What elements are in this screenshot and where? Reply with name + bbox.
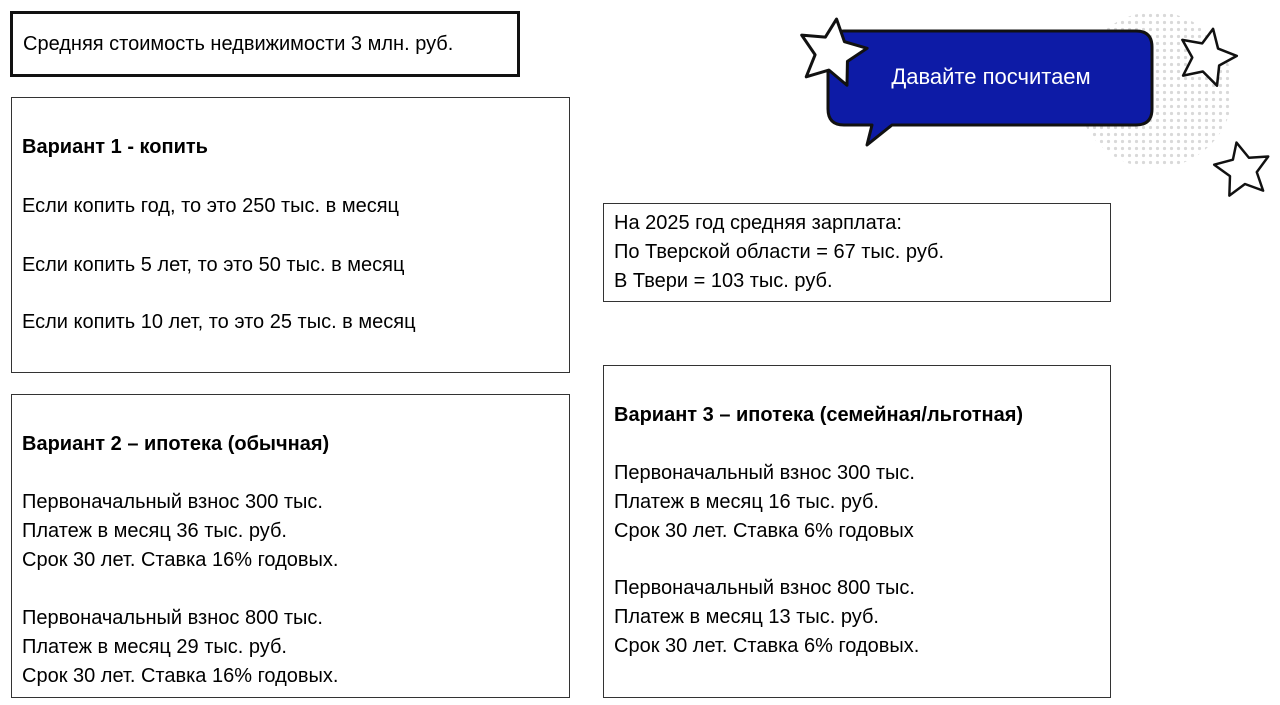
headline-box [10, 11, 520, 77]
headline-text: Средняя стоимость недвижимости 3 млн. руб. [23, 33, 454, 55]
variant2-box [11, 394, 570, 698]
salary-line: По Тверской области = 67 тыс. руб. [614, 241, 945, 263]
salary-line: В Твери = 103 тыс. руб. [614, 270, 833, 292]
variant1-box [11, 97, 570, 373]
variant2-line: Срок 30 лет. Ставка 16% годовых. [22, 665, 339, 687]
variant1-line: Если копить 5 лет, то это 50 тыс. в месяц [22, 254, 405, 276]
variant2-line: Срок 30 лет. Ставка 16% годовых. [22, 549, 339, 571]
variant1-line: Если копить год, то это 250 тыс. в месяц [22, 195, 399, 217]
variant1-title: Вариант 1 - копить [22, 136, 208, 158]
callout-graphic [790, 5, 1280, 205]
variant3-line: Первоначальный взнос 300 тыс. [614, 462, 915, 484]
variant3-line: Платеж в месяц 16 тыс. руб. [614, 491, 879, 513]
variant3-line: Первоначальный взнос 800 тыс. [614, 577, 915, 599]
variant3-line: Срок 30 лет. Ставка 6% годовых. [614, 635, 920, 657]
variant3-box [603, 365, 1111, 698]
variant3-line: Платеж в месяц 13 тыс. руб. [614, 606, 879, 628]
salary-box [603, 203, 1111, 302]
variant2-title: Вариант 2 – ипотека (обычная) [22, 433, 330, 455]
variant3-title: Вариант 3 – ипотека (семейная/льготная) [614, 404, 1024, 426]
variant2-line: Платеж в месяц 36 тыс. руб. [22, 520, 287, 542]
callout [790, 5, 1280, 205]
salary-line: На 2025 год средняя зарплата: [614, 212, 902, 234]
variant2-line: Первоначальный взнос 800 тыс. [22, 607, 323, 629]
variant3-line: Срок 30 лет. Ставка 6% годовых [614, 520, 914, 542]
variant2-line: Платеж в месяц 29 тыс. руб. [22, 636, 287, 658]
star-icon [1211, 138, 1274, 199]
variant2-line: Первоначальный взнос 300 тыс. [22, 491, 323, 513]
callout-text: Давайте посчитаем [891, 64, 1091, 89]
variant1-line: Если копить 10 лет, то это 25 тыс. в месяц [22, 311, 416, 333]
